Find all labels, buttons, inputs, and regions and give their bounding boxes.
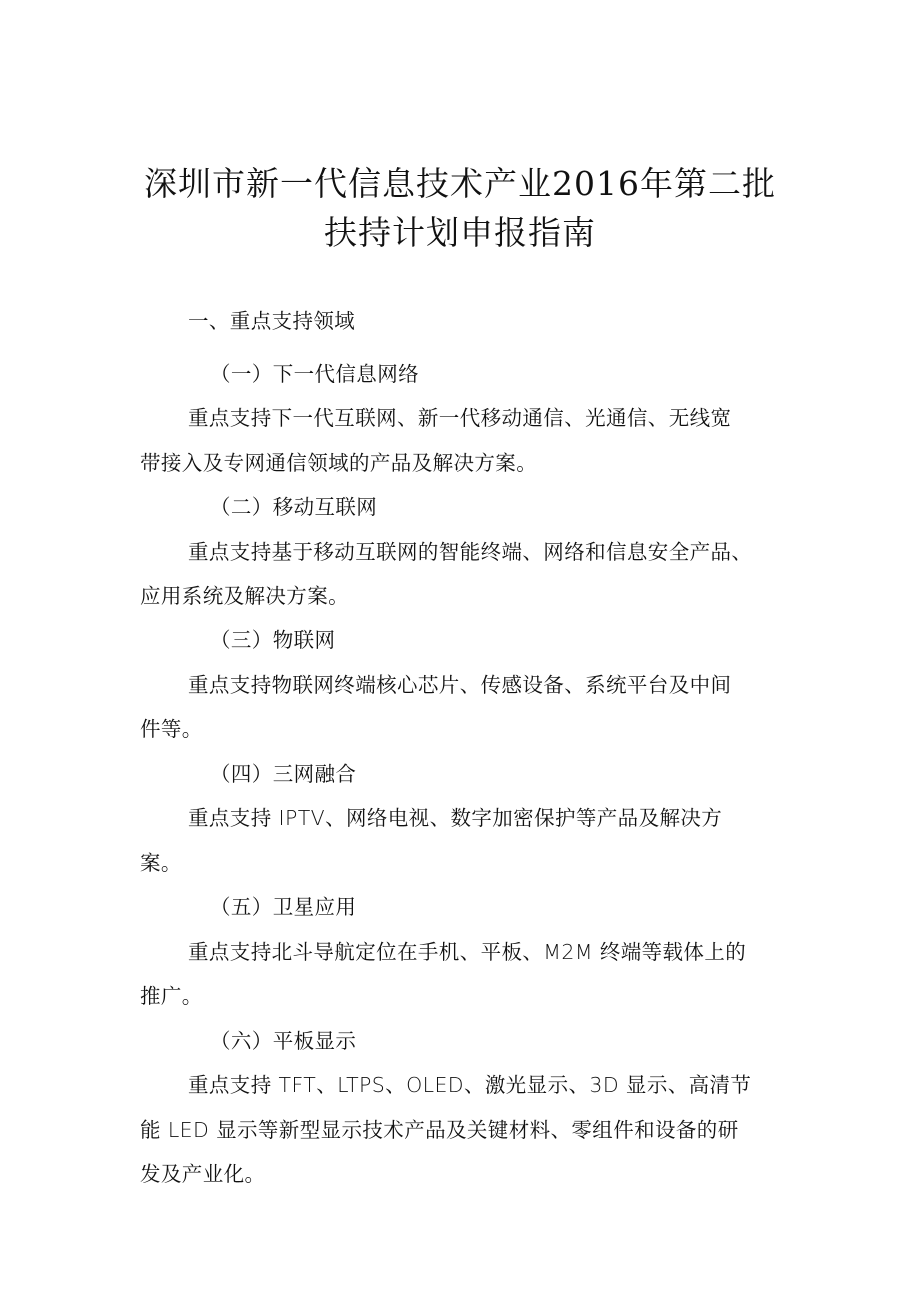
subsection-heading: （一）下一代信息网络 <box>210 362 419 386</box>
subsection-heading: （三）物联网 <box>210 628 336 652</box>
paragraph-line: 重点支持下一代互联网、新一代移动通信、光通信、无线宽 <box>188 406 732 430</box>
subsection-heading: （二）移动互联网 <box>210 495 378 519</box>
section-heading: 一、重点支持领域 <box>188 309 356 333</box>
paragraph-line: 重点支持北斗导航定位在手机、平板、M2M 终端等载体上的 <box>188 940 747 964</box>
paragraph-line: 重点支持基于移动互联网的智能终端、网络和信息安全产品、 <box>188 540 753 564</box>
paragraph-line: 件等。 <box>140 717 203 741</box>
paragraph-line: 重点支持 IPTV、网络电视、数字加密保护等产品及解决方 <box>188 806 723 830</box>
paragraph-line: 重点支持物联网终端核心芯片、传感设备、系统平台及中间 <box>188 673 732 697</box>
paragraph-line: 能 LED 显示等新型显示技术产品及关键材料、零组件和设备的研 <box>140 1118 739 1142</box>
paragraph-line: 重点支持 TFT、LTPS、OLED、激光显示、3D 显示、高清节 <box>188 1073 752 1097</box>
paragraph-line: 带接入及专网通信领域的产品及解决方案。 <box>140 451 538 475</box>
subsection-heading: （五）卫星应用 <box>210 895 357 919</box>
paragraph-line: 应用系统及解决方案。 <box>140 584 349 608</box>
paragraph-line: 案。 <box>140 851 182 875</box>
paragraph-line: 发及产业化。 <box>140 1162 266 1186</box>
document-title-line-1: 深圳市新一代信息技术产业2016年第二批 <box>144 164 776 203</box>
document-title-line-2: 扶持计划申报指南 <box>324 213 596 252</box>
subsection-heading: （四）三网融合 <box>210 762 357 786</box>
paragraph-line: 推广。 <box>140 984 203 1008</box>
subsection-heading: （六）平板显示 <box>210 1029 357 1053</box>
